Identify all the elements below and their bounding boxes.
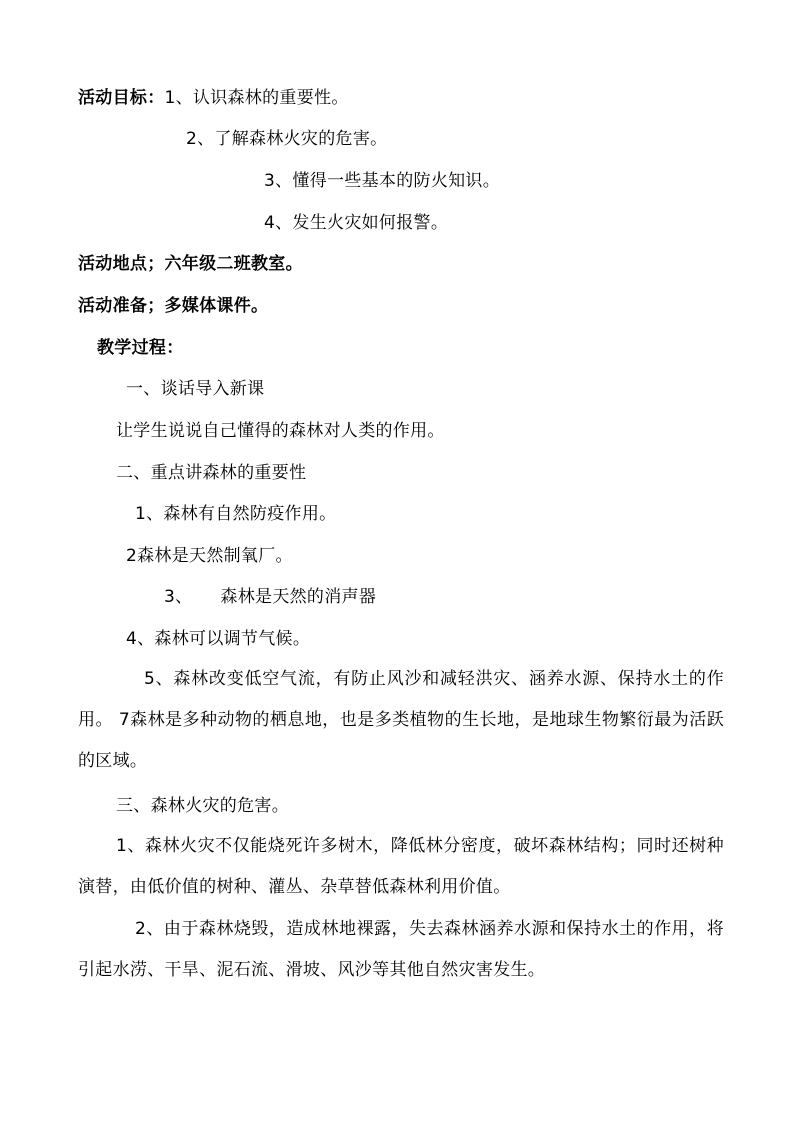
section2-item-1: 1、森林有自然防疫作用。 [135,504,337,524]
goal-item-4: 4、发生火灾如何报警。 [264,213,449,233]
activity-location: 活动地点；六年级二班教室。 [78,254,303,274]
process-title: 教学过程： [97,338,184,358]
section3-item-2: 2、由于森林烧毁，造成林地裸露，失去森林涵养水源和保持水土的作用，将引起水涝、干旱、泥石流、滑坡、风沙等其他自然灾害发生。 [78,919,724,980]
section3-title: 三、森林火灾的危害。 [116,796,289,816]
section2-item-5: 5、森林改变低空气流，有防止风沙和减轻洪灾、涵养水源、保持水土的作用。 7森林是多种动物的栖息地，也是多类植物的生长地，是地球生物繁衍最为活跃的区域。 [78,669,724,771]
goal-item-3: 3、懂得一些基本的防火知识。 [264,171,501,191]
section1-text: 让学生说说自己懂得的森林对人类的作用。 [116,421,445,441]
goal-item-1: 1、认识森林的重要性。 [164,88,349,108]
goals-label: 活动目标： [78,88,165,108]
section2-item-3 [164,585,376,609]
section1-title: 一、谈话导入新课 [126,379,265,399]
goal-item-2: 2、了解森林火灾的危害。 [186,129,388,149]
activity-preparation: 活动准备；多媒体课件。 [78,296,269,316]
section2-item-3-number: 3、 [164,587,193,607]
section2-title: 二、重点讲森林的重要性 [116,463,307,483]
section2-item-3-text: 森林是天然的消声器 [220,587,377,607]
section2-item-4: 4、森林可以调节气候。 [126,629,311,649]
section3-item-1: 1、森林火灾不仅能烧死许多树木，降低林分密度，破坏森林结构；同时还树种演替，由低价值的树种、灌丛、杂草替低森林利用价值。 [78,836,724,897]
goals-line-1 [78,86,349,110]
section2-item-2: 2森林是天然制氧厂。 [126,546,293,566]
